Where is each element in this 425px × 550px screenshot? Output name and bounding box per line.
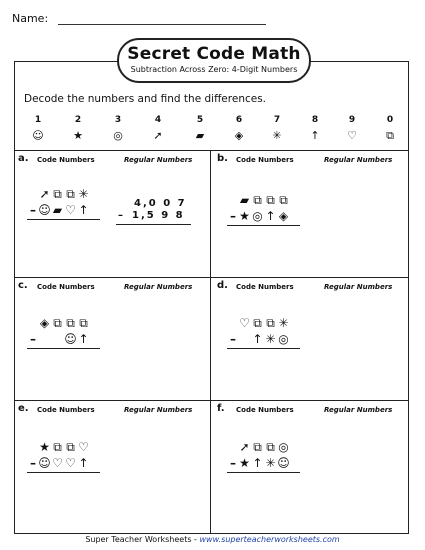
key-2: [63, 115, 93, 142]
smiley-icon: ☺: [277, 456, 290, 470]
minus-sign: –: [230, 209, 236, 223]
regular-numbers-header: Regular Numbers: [324, 406, 393, 414]
spiral-icon: ◎: [113, 129, 123, 142]
problem-c-code-underline: [27, 348, 100, 349]
problem-a-top-row: [28, 187, 90, 201]
key-digit: 9: [348, 115, 356, 125]
footer: [0, 535, 425, 544]
problem-a-label: a.: [18, 153, 29, 164]
arrow-up-icon: ↑: [265, 209, 276, 223]
smiley-icon: ☺: [38, 203, 51, 217]
key-digit: 4: [154, 115, 162, 125]
star-icon: ★: [239, 209, 250, 223]
problem-a-code-underline: [27, 219, 100, 220]
footer-text: Super Teacher Worksheets -: [85, 535, 200, 544]
key-digit: 2: [74, 115, 82, 125]
arrow-up-icon: ↑: [78, 203, 89, 217]
problem-c-label: c.: [18, 280, 28, 291]
page-title: Secret Code Math: [127, 44, 301, 64]
code-numbers-header: Code Numbers: [37, 283, 95, 291]
heart-icon: ♡: [65, 456, 76, 470]
squares-icon: ⧉: [66, 439, 75, 454]
spiral-icon: ◎: [278, 440, 289, 454]
key-1: [23, 115, 53, 142]
squares-icon: ⧉: [53, 439, 62, 454]
code-numbers-header: Code Numbers: [236, 406, 294, 414]
diamond-icon: ◈: [234, 129, 244, 142]
page-subtitle: Subtraction Across Zero: 4-Digit Numbers: [130, 65, 298, 74]
problem-b-bottom-row: [228, 209, 290, 223]
minus-sign: –: [30, 203, 36, 217]
problem-c-top-row: [28, 316, 90, 330]
smiley-icon: ☺: [32, 129, 44, 142]
star-icon: ★: [73, 129, 83, 142]
key-4: [143, 115, 173, 142]
heart-icon: ♡: [52, 456, 63, 470]
heart-icon: ♡: [65, 203, 76, 217]
squares-icon: ⧉: [266, 315, 275, 330]
parallelogram-icon: ▰: [239, 193, 250, 207]
squares-icon: ⧉: [53, 186, 62, 201]
grid-line-middle-2: [14, 400, 409, 401]
pin-icon: ➚: [39, 187, 50, 201]
regular-numbers-header: Regular Numbers: [324, 156, 393, 164]
key-digit: 7: [273, 115, 281, 125]
squares-icon: ⧉: [266, 439, 275, 454]
problem-e-bottom-row: [28, 456, 90, 470]
squares-icon: ⧉: [53, 315, 62, 330]
squares-icon: ⧉: [253, 439, 262, 454]
key-5: [185, 115, 215, 142]
name-line[interactable]: [58, 24, 266, 25]
title-box: [117, 38, 311, 83]
minus-sign: –: [30, 456, 36, 470]
key-digit: 8: [311, 115, 319, 125]
squares-icon: ⧉: [253, 192, 262, 207]
arrow-up-icon: ↑: [78, 332, 89, 346]
problem-d-bottom-row: [228, 332, 290, 346]
problem-e-top-row: [28, 440, 90, 454]
key-digit: 1: [34, 115, 42, 125]
regular-numbers-header: Regular Numbers: [124, 406, 193, 414]
heart-icon: ♡: [347, 129, 357, 142]
asterisk-icon: ✳: [278, 316, 289, 330]
key-6: [224, 115, 254, 142]
problem-b-top-row: [228, 193, 290, 207]
spiral-icon: ◎: [278, 332, 289, 346]
minus-sign: –: [230, 456, 236, 470]
parallelogram-icon: ▰: [195, 129, 205, 142]
problem-d-label: d.: [217, 280, 228, 291]
key-digit: 5: [196, 115, 204, 125]
problem-f-label: f.: [217, 403, 225, 414]
problem-e-code-underline: [27, 472, 100, 473]
key-7: [262, 115, 292, 142]
problem-b-label: b.: [217, 153, 228, 164]
problem-c-bottom-row: [28, 332, 90, 346]
heart-icon: ♡: [239, 316, 250, 330]
arrow-up-icon: ↑: [252, 456, 263, 470]
squares-icon: ⧉: [279, 192, 288, 207]
pin-icon: ➚: [153, 129, 163, 142]
asterisk-icon: ✳: [265, 456, 276, 470]
minus-sign: –: [230, 332, 236, 346]
squares-icon: ⧉: [66, 186, 75, 201]
code-numbers-header: Code Numbers: [236, 283, 294, 291]
key-digit: 3: [114, 115, 122, 125]
regular-numbers-header: Regular Numbers: [124, 156, 193, 164]
problem-f-bottom-row: [228, 456, 290, 470]
pin-icon: ➚: [239, 440, 250, 454]
problem-d-top-row: [228, 316, 290, 330]
key-9: [337, 115, 367, 142]
squares-icon: ⧉: [253, 315, 262, 330]
smiley-icon: ☺: [64, 332, 77, 346]
diamond-icon: ◈: [39, 316, 50, 330]
problem-a-regular-bottom: 1,5 9 8: [132, 210, 185, 221]
star-icon: ★: [39, 440, 50, 454]
arrow-up-icon: ↑: [310, 129, 320, 142]
instructions: Decode the numbers and find the differences.: [24, 93, 267, 105]
code-numbers-header: Code Numbers: [37, 406, 95, 414]
problem-f-top-row: [228, 440, 290, 454]
diamond-icon: ◈: [278, 209, 289, 223]
regular-numbers-header: Regular Numbers: [324, 283, 393, 291]
key-3: [103, 115, 133, 142]
code-numbers-header: Code Numbers: [236, 156, 294, 164]
asterisk-icon: ✳: [78, 187, 89, 201]
asterisk-icon: ✳: [265, 332, 276, 346]
parallelogram-icon: ▰: [52, 203, 63, 217]
problem-a-regular-minus: –: [118, 210, 125, 221]
heart-icon: ♡: [78, 440, 89, 454]
footer-link[interactable]: www.superteacherworksheets.com: [199, 535, 340, 544]
problem-d-code-underline: [227, 348, 300, 349]
grid-line-top: [14, 150, 409, 151]
asterisk-icon: ✳: [272, 129, 282, 142]
squares-icon: ⧉: [79, 315, 88, 330]
arrow-up-icon: ↑: [252, 332, 263, 346]
smiley-icon: ☺: [38, 456, 51, 470]
regular-numbers-header: Regular Numbers: [124, 283, 193, 291]
problem-a-regular-top: 4,0 0 7: [134, 198, 187, 209]
problem-a-regular-underline: [116, 224, 191, 225]
grid-line-middle-1: [14, 277, 409, 278]
squares-icon: ⧉: [386, 129, 394, 142]
minus-sign: –: [30, 332, 36, 346]
grid-line-vertical: [210, 150, 211, 534]
name-label: Name:: [12, 12, 49, 25]
problem-f-code-underline: [227, 472, 300, 473]
key-digit: 0: [386, 115, 394, 125]
squares-icon: ⧉: [266, 192, 275, 207]
spiral-icon: ◎: [252, 209, 263, 223]
star-icon: ★: [239, 456, 250, 470]
problem-e-label: e.: [18, 403, 29, 414]
key-0: [375, 115, 405, 143]
problem-a-bottom-row: [28, 203, 90, 217]
squares-icon: ⧉: [66, 315, 75, 330]
code-numbers-header: Code Numbers: [37, 156, 95, 164]
problem-b-code-underline: [227, 225, 300, 226]
key-digit: 6: [235, 115, 243, 125]
key-8: [300, 115, 330, 142]
arrow-up-icon: ↑: [78, 456, 89, 470]
